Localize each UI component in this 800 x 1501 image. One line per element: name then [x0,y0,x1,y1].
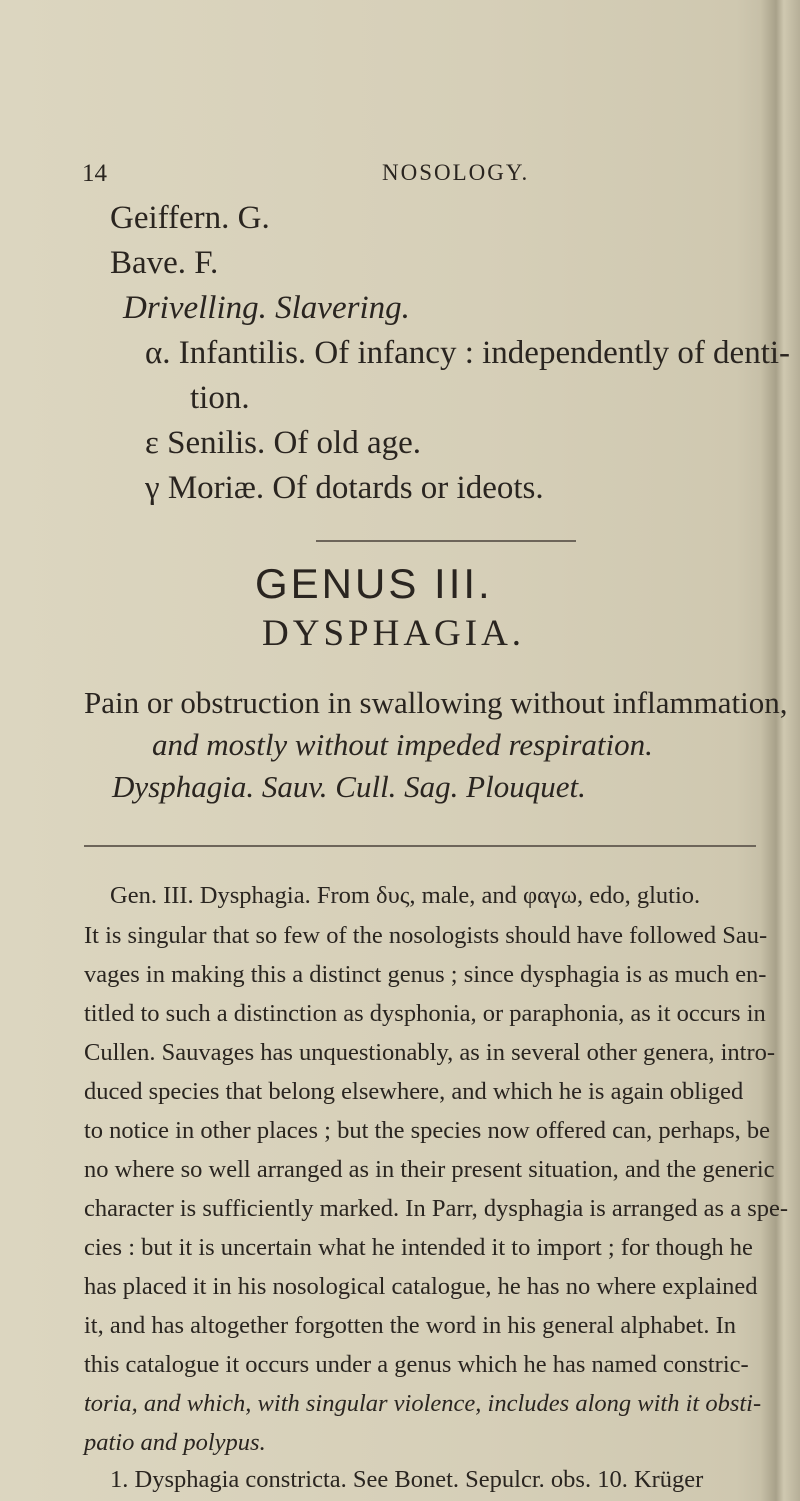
commentary-line: Gen. III. Dysphagia. From δυς, male, and φαγω, edo, glutio. [110,882,701,909]
commentary-line: cies : but it is uncertain what he intended it to import ; for though he [84,1234,753,1261]
definition-line: Dysphagia. Sauv. Cull. Sag. Plouquet. [112,769,586,804]
commentary-line: character is sufficiently marked. In Parr, dysphagia is arranged as a spe- [84,1195,789,1222]
genus-name: DYSPHAGIA. [262,613,526,654]
entry-line: Geiffern. G. [110,200,270,236]
entry-line: γ Moriæ. Of dotards or ideots. [145,470,544,506]
section-divider [316,540,576,542]
commentary-line: 1. Dysphagia constricta. See Bonet. Sepulcr. obs. 10. Krüger [110,1466,704,1493]
genus-heading: GENUS III. [255,560,493,607]
commentary-line: duced species that belong elsewhere, and which he is again obliged [84,1078,744,1105]
entry-line: Bave. F. [110,245,219,281]
page-gutter-shadow [760,0,800,1501]
commentary-line: it, and has altogether forgotten the word in his general alphabet. In [84,1312,737,1339]
entry-line: ε Senilis. Of old age. [145,425,421,461]
commentary-line: vages in making this a distinct genus ; since dysphagia is as much en- [84,961,767,988]
commentary-line: titled to such a distinction as dysphonia, or paraphonia, as it occurs in [84,1000,766,1027]
commentary-line: patio and polypus. [84,1429,266,1456]
commentary-line: to notice in other places ; but the species now offered can, perhaps, be [84,1117,770,1144]
commentary-line: this catalogue it occurs under a genus which he has named constric- [84,1351,749,1378]
commentary-line: Cullen. Sauvages has unquestionably, as in several other genera, intro- [84,1039,776,1066]
page-number: 14 [82,160,107,187]
entry-line: α. Infantilis. Of infancy : independently of denti- [145,335,791,371]
running-title: NOSOLOGY. [382,160,530,185]
definition-line: Pain or obstruction in swallowing without inflammation, [84,685,788,720]
commentary-line: It is singular that so few of the nosologists should have followed Sau- [84,922,768,949]
definition-line: and mostly without impeded respiration. [152,727,653,762]
commentary-line: no where so well arranged as in their present situation, and the generic [84,1156,775,1183]
entry-line: Drivelling. Slavering. [123,290,410,326]
entry-line: tion. [190,380,250,416]
commentary-line: has placed it in his nosological catalogue, he has no where explained [84,1273,758,1300]
commentary-divider [84,845,756,847]
commentary-line: toria, and which, with singular violence, includes along with it obsti- [84,1390,762,1417]
